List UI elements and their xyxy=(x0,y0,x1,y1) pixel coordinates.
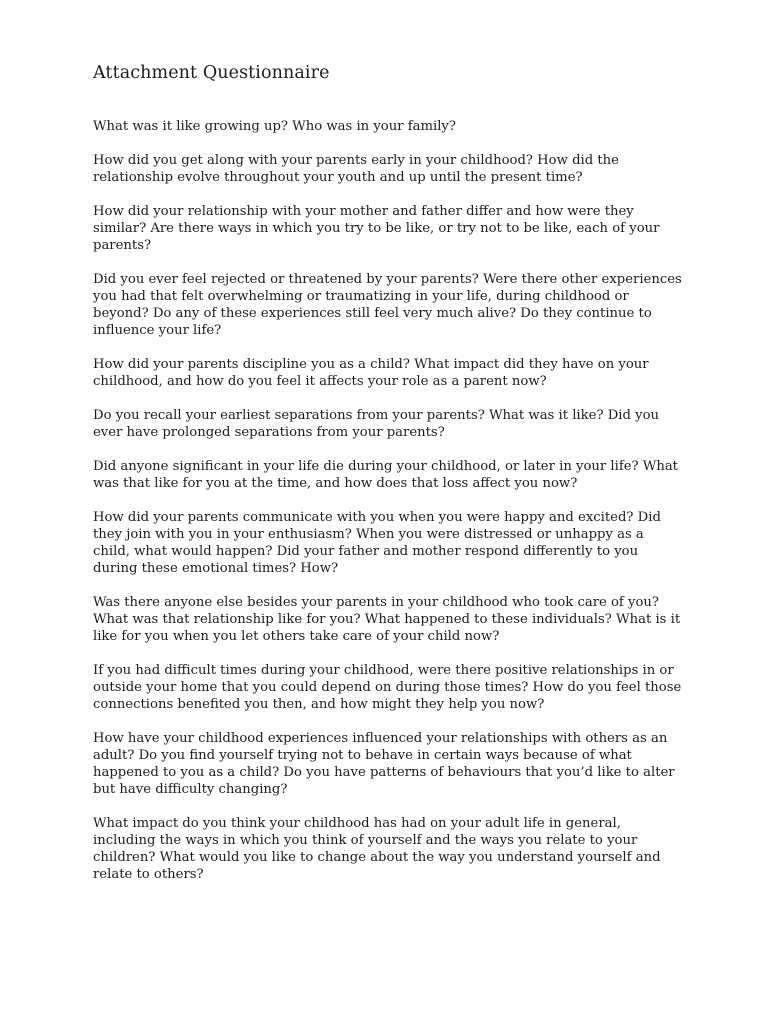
question-paragraph: What impact do you think your childhood has had on your adult life in general, including the ways in which you think of yourself and the ways you relate to your children? What would you like to change about the way you understand yourself and relate to others? xyxy=(93,816,661,882)
question-paragraph: Did you ever feel rejected or threatened by your parents? Were there other experiences you had that felt overwhelming or traumatizing in your life, during childhood or beyond? Do any of these experiences still feel very much alive? Do they continue to influence your life? xyxy=(93,272,682,338)
question-paragraph: Did anyone significant in your life die during your childhood, or later in your life? What was that like for you at the time, and how does that loss affect you now? xyxy=(93,459,678,491)
question-paragraph: How did your parents discipline you as a child? What impact did they have on your childhood, and how do you feel it affects your role as a parent now? xyxy=(93,357,649,389)
question-paragraph: Do you recall your earliest separations from your parents? What was it like? Did you ever have prolonged separations from your parents? xyxy=(93,408,660,440)
question-paragraph: What was it like growing up? Who was in your family? xyxy=(93,119,456,134)
question-paragraph: Was there anyone else besides your parents in your childhood who took care of you? What was that relationship like for you? What happened to these individuals? What is it like for you when you let others take care of your child now? xyxy=(93,595,681,644)
question-paragraph: How did your parents communicate with you when you were happy and excited? Did they join with you in your enthusiasm? When you were distressed or unhappy as a child, what would happen? Did your father and mother respond differently to you during these emotional times? How? xyxy=(93,510,661,576)
question-paragraph: How did you get along with your parents early in your childhood? How did the relationship evolve throughout your youth and up until the present time? xyxy=(93,153,619,185)
question-paragraph: If you had difficult times during your childhood, were there positive relationships in or outside your home that you could depend on during those times? How do you feel those connections benefited you then, and how might they help you now? xyxy=(93,663,682,712)
document-page xyxy=(93,61,683,900)
question-paragraph: How have your childhood experiences influenced your relationships with others as an adult? Do you find yourself trying not to behave in certain ways because of what happened to you as a child? Do you have patterns of behaviours that you’d like to alter but have difficulty changing? xyxy=(93,731,675,797)
document-title: Attachment Questionnaire xyxy=(93,63,330,83)
question-paragraph: How did your relationship with your mother and father differ and how were they similar? Are there ways in which you try to be like, or try not to be like, each of your parents? xyxy=(93,204,660,253)
